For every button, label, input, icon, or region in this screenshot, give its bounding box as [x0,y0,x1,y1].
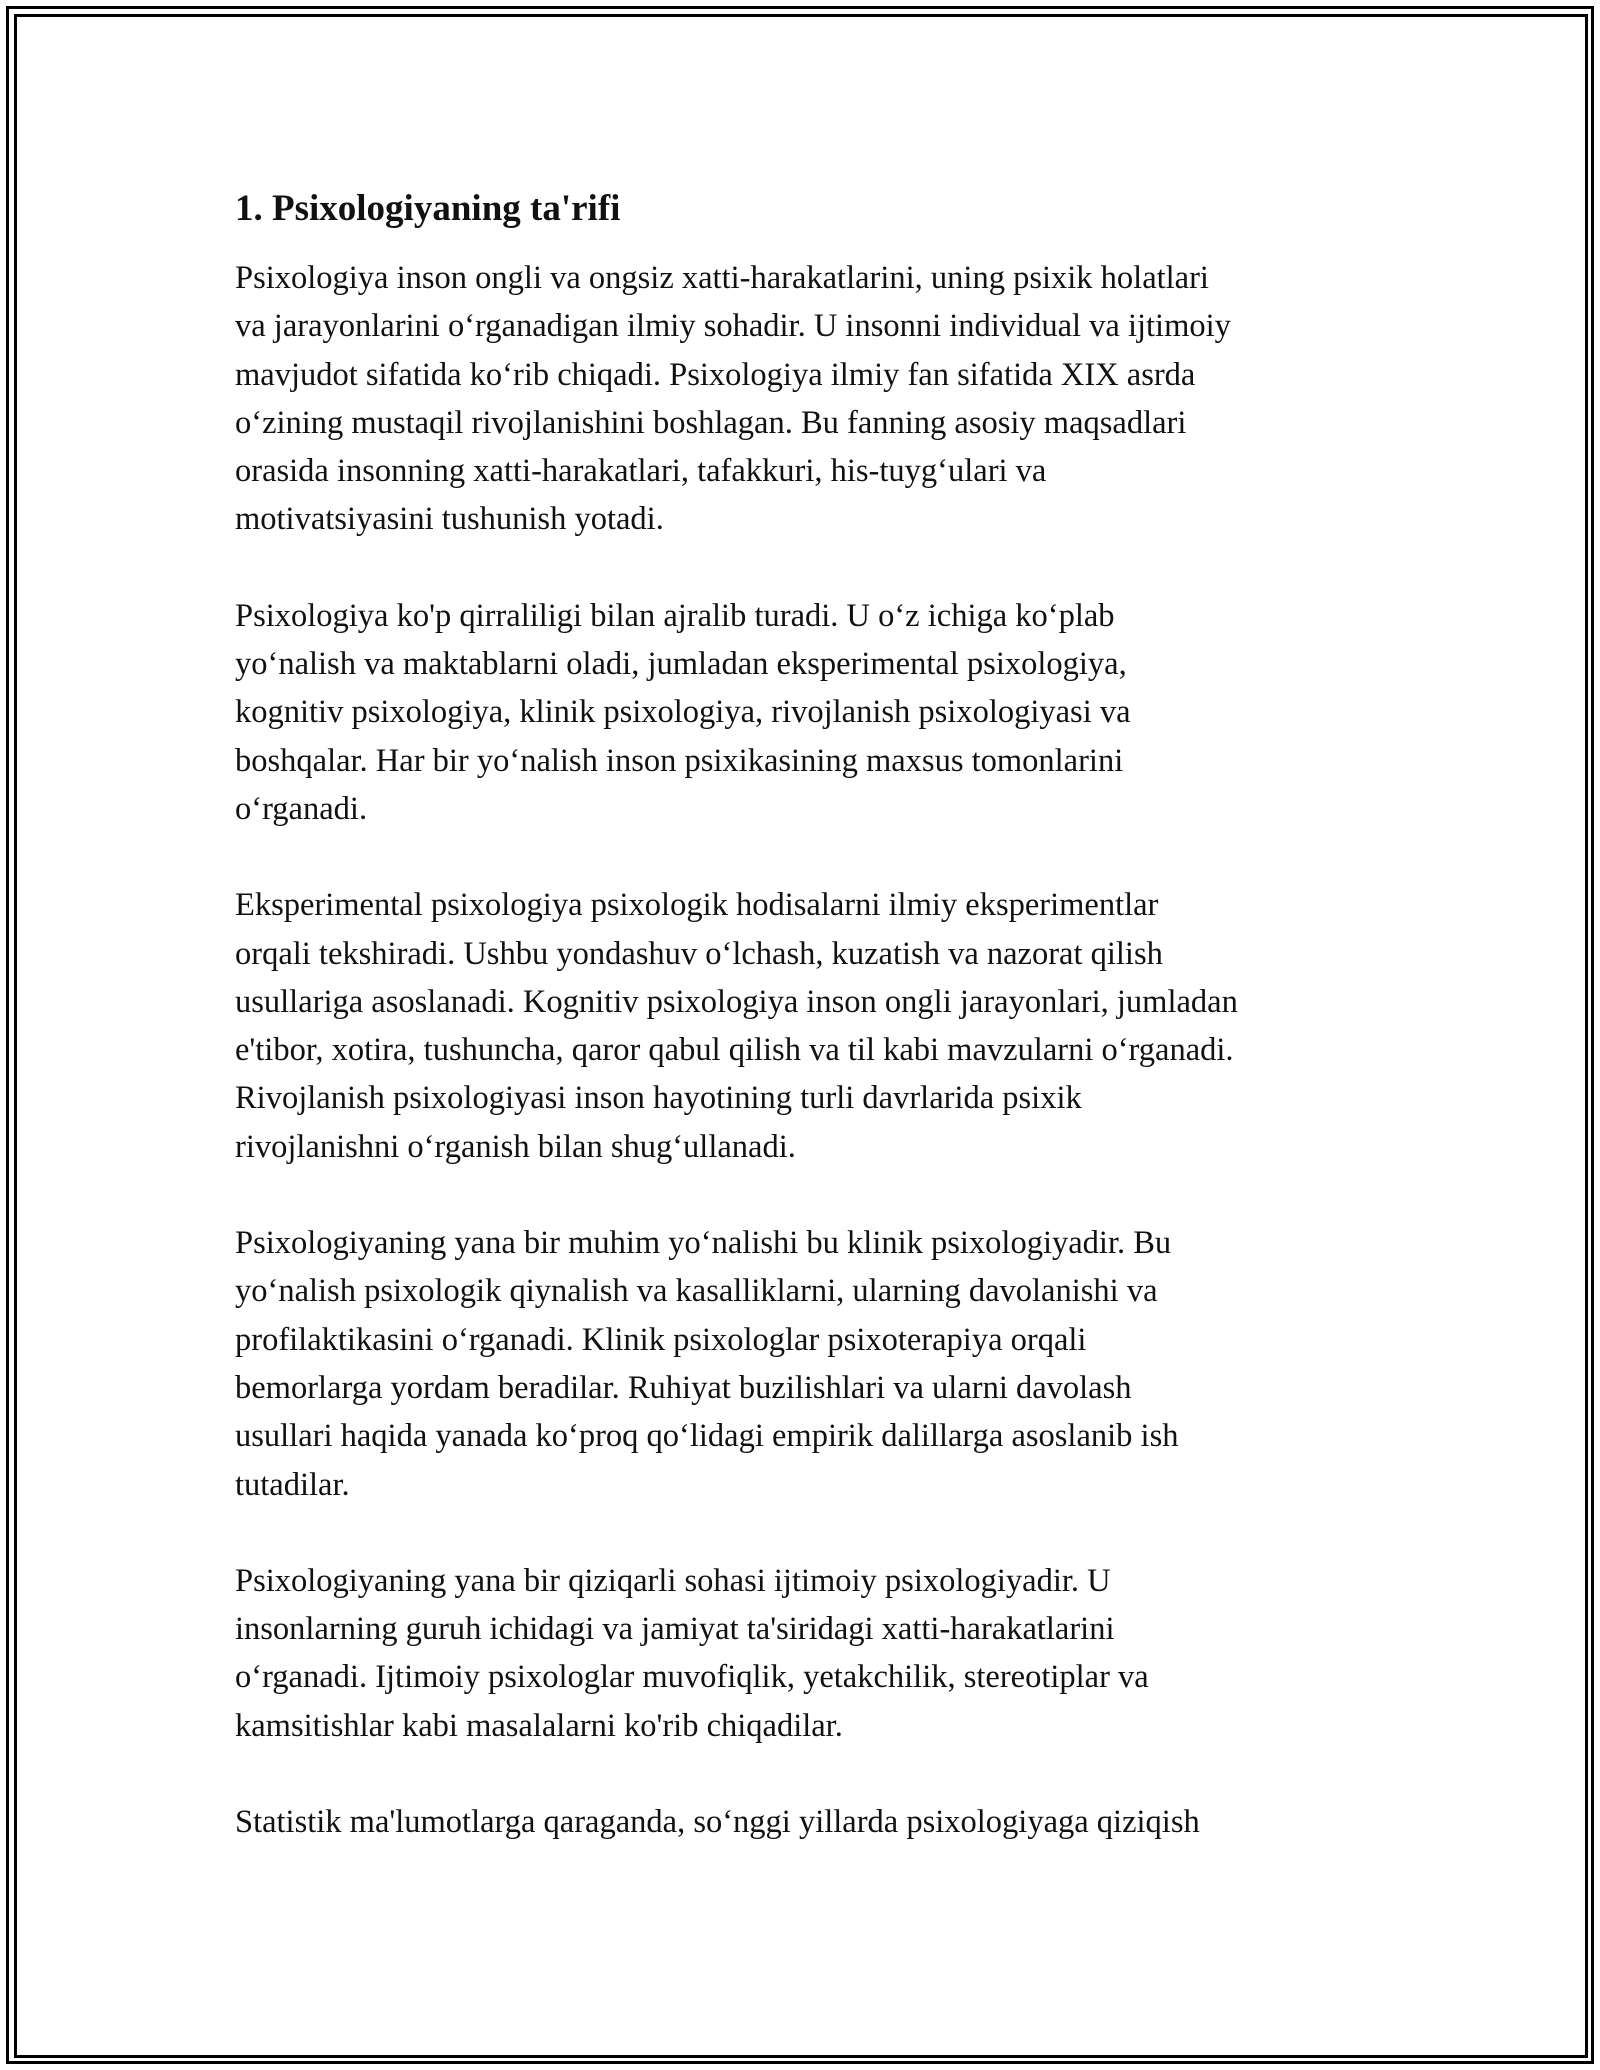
paragraph [235,881,1385,1171]
paragraph-line: boshqalar. Har bir yoʻnalish inson psixikasining maxsus tomonlarini [235,742,1124,779]
paragraph-line: usullari haqida yanada koʻproq qoʻlidagi empirik dalillarga asoslanib ish [235,1418,1179,1455]
paragraph-line: Psixologiya ko'p qirraliligi bilan ajralib turadi. U oʻz ichiga koʻplab [235,597,1115,634]
paragraph-line: insonlarning guruh ichidagi va jamiyat ta'siridagi xatti-harakatlarini [235,1611,1115,1648]
paragraph [235,1798,1385,1846]
paragraph-line: Eksperimental psixologiya psixologik hodisalarni ilmiy eksperimentlar [235,887,1159,924]
paragraph-line: va jarayonlarini oʻrganadigan ilmiy sohadir. U insonni individual va ijtimoiy [235,308,1231,345]
paragraph-line: Psixologiyaning yana bir qiziqarli sohasi ijtimoiy psixologiyadir. U [235,1562,1111,1599]
paragraph-line: motivatsiyasini tushunish yotadi. [235,501,664,538]
paragraph-line: oʻrganadi. Ijtimoiy psixologlar muvofiqlik, yetakchilik, stereotiplar va [235,1659,1149,1696]
paragraph [235,592,1385,833]
paragraph-line: oʻrganadi. [235,790,368,827]
paragraph-line: usullariga asoslanadi. Kognitiv psixologiya inson ongli jarayonlari, jumladan [235,983,1238,1020]
paragraph-line: kognitiv psixologiya, klinik psixologiya, rivojlanish psixologiyasi va [235,694,1131,731]
paragraph-line: rivojlanishni oʻrganish bilan shugʻullanadi. [235,1128,796,1165]
paragraph-line: tutadilar. [235,1466,350,1503]
paragraph-line: orasida insonning xatti-harakatlari, tafakkuri, his-tuygʻulari va [235,453,1047,490]
paragraph-line: yoʻnalish va maktablarni oladi, jumladan eksperimental psixologiya, [235,646,1127,683]
paragraph-line: e'tibor, xotira, tushuncha, qaror qabul qilish va til kabi mavzularni oʻrganadi. [235,1032,1234,1069]
paragraph-list [235,254,1385,1846]
paragraph-line: orqali tekshiradi. Ushbu yondashuv oʻlchash, kuzatish va nazorat qilish [235,935,1163,972]
paragraph-line: kamsitishlar kabi masalalarni ko'rib chiqadilar. [235,1707,843,1744]
paragraph-line: Rivojlanish psixologiyasi inson hayotining turli davrlarida psixik [235,1080,1082,1117]
paragraph-line: Psixologiya inson ongli va ongsiz xatti-harakatlarini, uning psixik holatlari [235,260,1209,296]
paragraph-line: Statistik ma'lumotlarga qaraganda, soʻnggi yillarda psixologiyaga qiziqish [235,1804,1200,1841]
paragraph-line: profilaktikasini oʻrganadi. Klinik psixologlar psixoterapiya orqali [235,1321,1087,1358]
section-heading: 1. Psixologiyaning ta'rifi [235,188,621,229]
document-body [235,186,1385,1894]
paragraph-line: yoʻnalish psixologik qiynalish va kasalliklarni, ularning davolanishi va [235,1273,1158,1310]
paragraph [235,254,1385,544]
paragraph-line: oʻzining mustaqil rivojlanishini boshlagan. Bu fanning asosiy maqsadlari [235,404,1187,441]
paragraph-line: Psixologiyaning yana bir muhim yoʻnalishi bu klinik psixologiyadir. Bu [235,1225,1172,1262]
paragraph-line: mavjudot sifatida koʻrib chiqadi. Psixologiya ilmiy fan sifatida XIX asrda [235,356,1196,393]
paragraph [235,1219,1385,1509]
paragraph-line: bemorlarga yordam beradilar. Ruhiyat buzilishlari va ularni davolash [235,1369,1132,1406]
paragraph [235,1557,1385,1750]
